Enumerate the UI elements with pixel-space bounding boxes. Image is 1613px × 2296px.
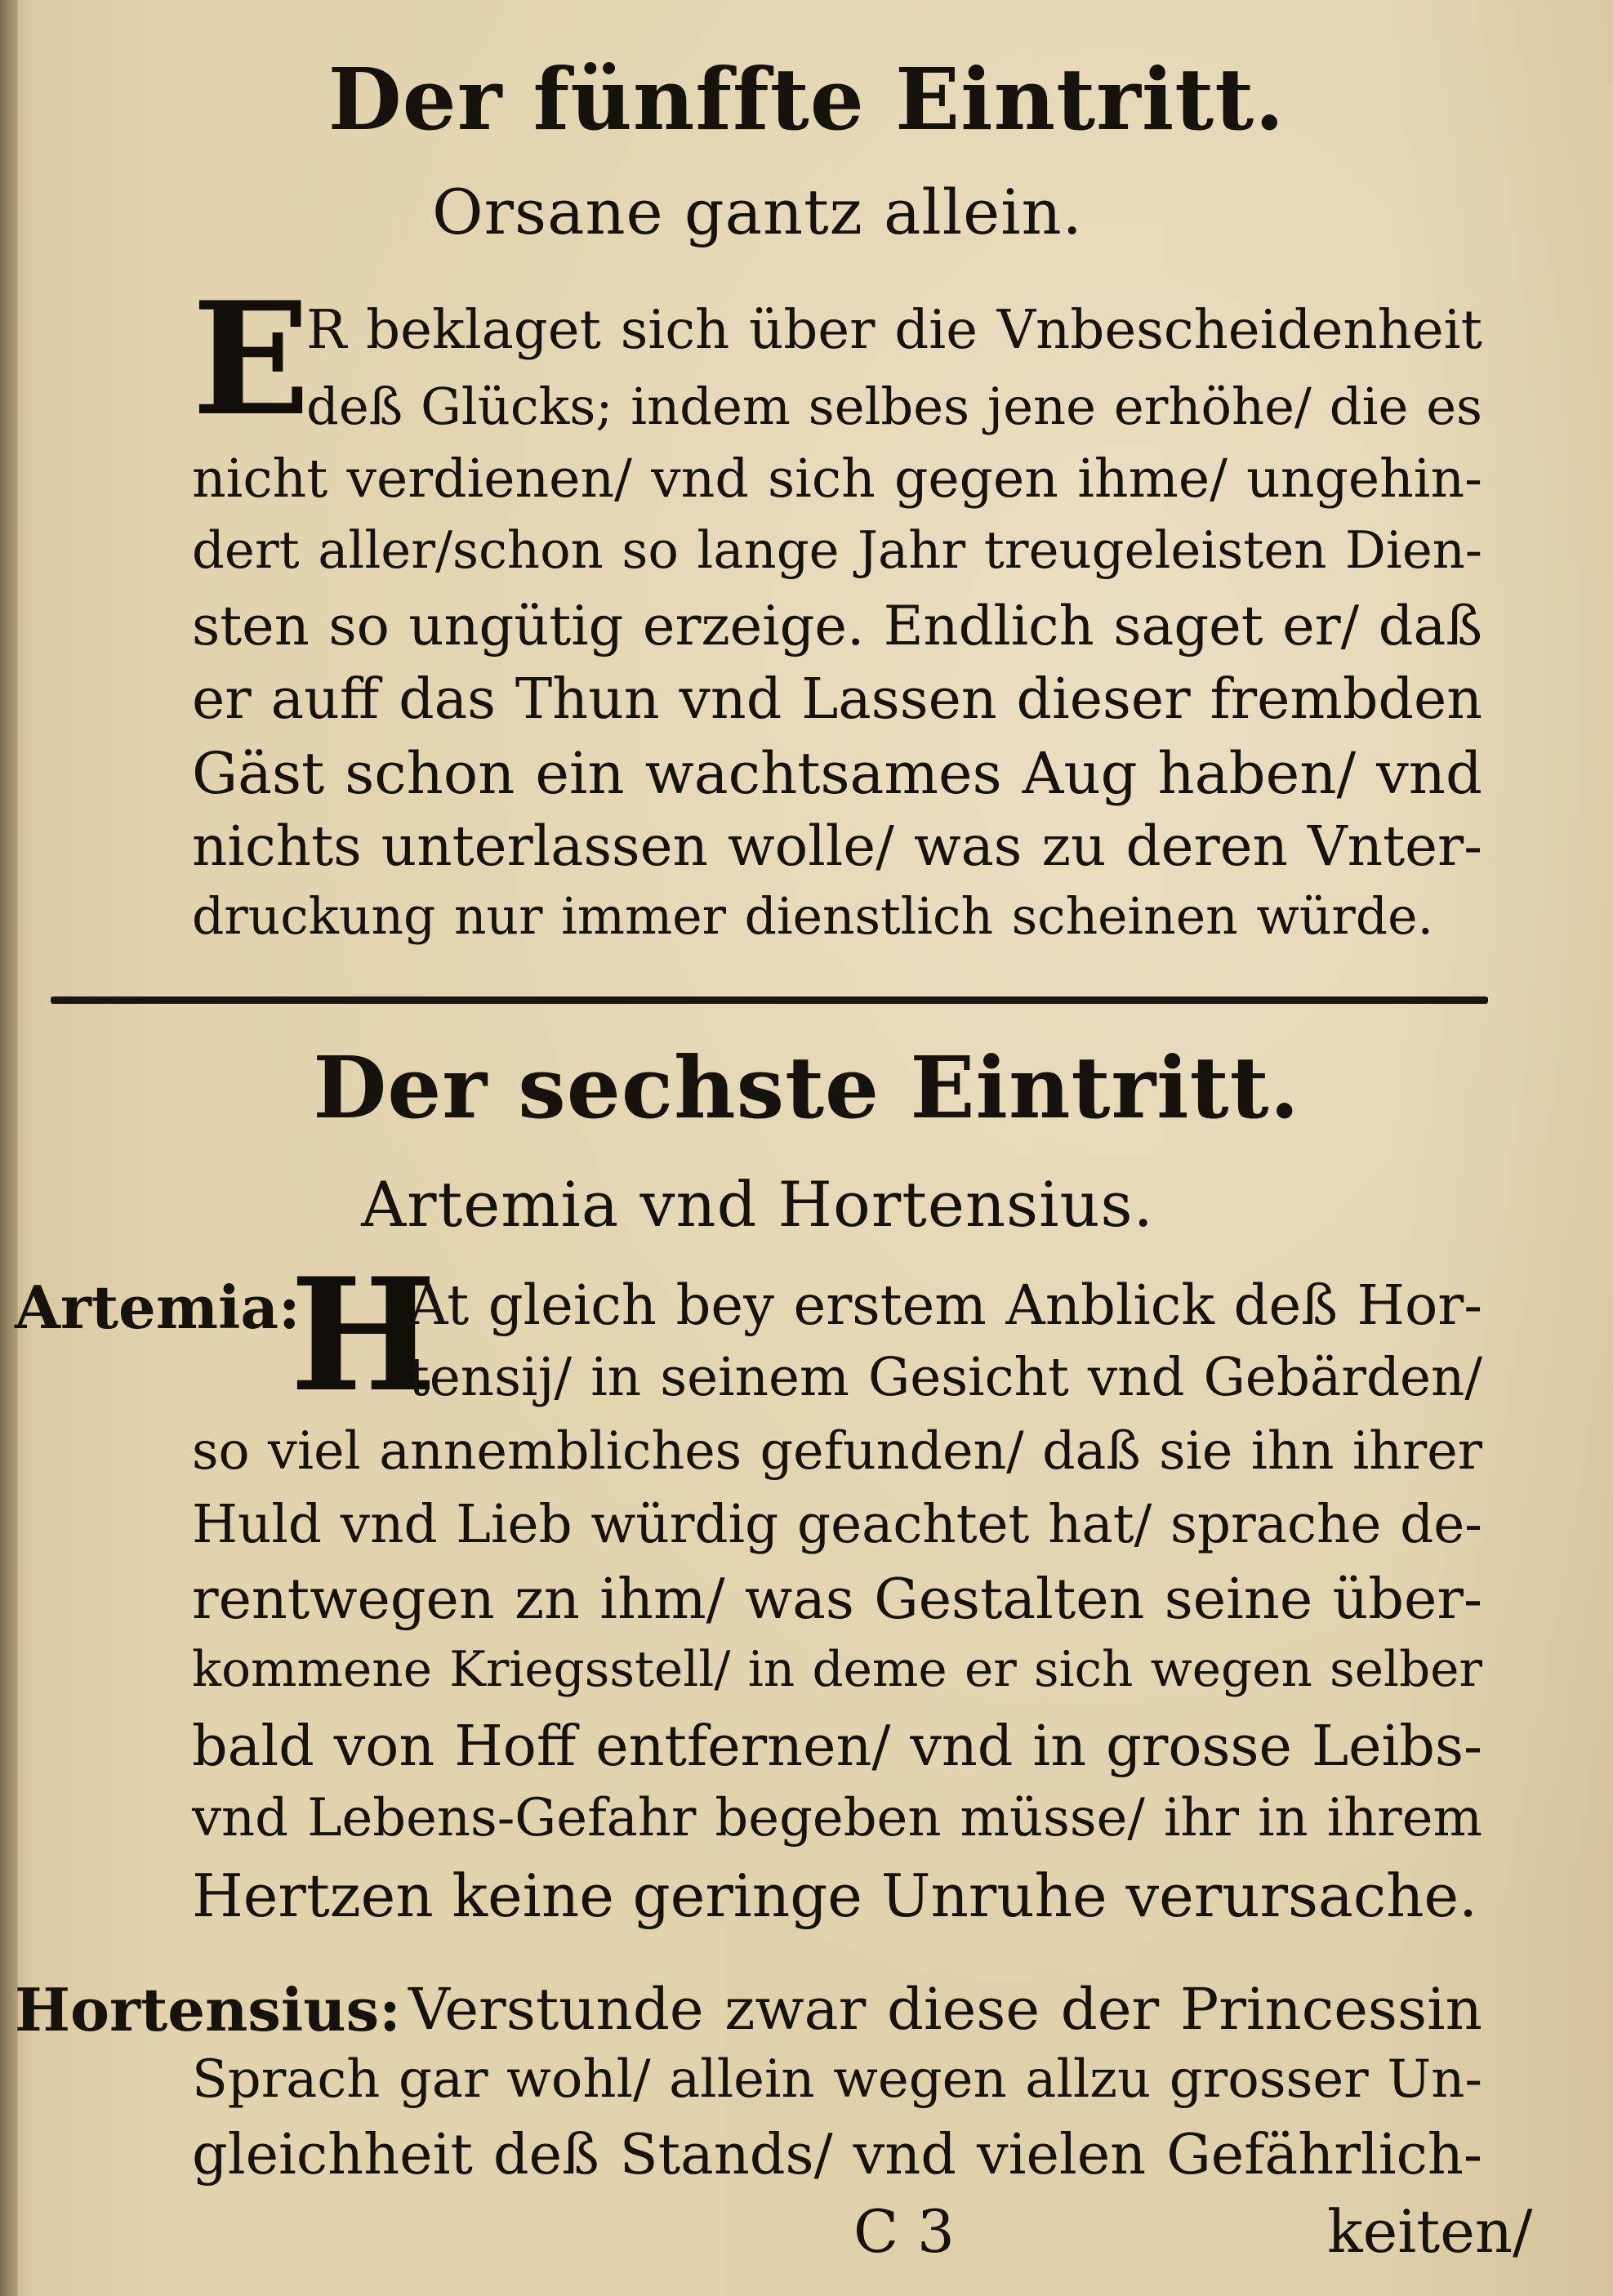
hortensius-line-1: Verstunde zwar diese der Princessin [408,1976,1482,2043]
section-6-heading: Der sechste Eintritt. [313,1037,1300,1138]
signature-mark: C 3 [853,2197,955,2266]
section-5-line-4: dert aller/schon so lange Jahr treugeleisten Dien- [192,520,1482,580]
hortensius-line-3: gleichheit deß Stands/ vnd vielen Gefährlich- [192,2123,1482,2187]
section-5-line-2: deß Glücks; indem selbes jene erhöhe/ die es [306,377,1482,436]
artemia-line-4: Huld vnd Lieb würdig geachtet hat/ sprache de- [192,1494,1482,1555]
section-5-line-8: nichts unterlassen wolle/ was zu deren Vnter- [192,814,1482,878]
section-6-subheading: Artemia vnd Hortensius. [361,1168,1154,1241]
artemia-line-1: At gleich bey erstem Anblick deß Hor- [408,1273,1482,1337]
section-5-line-1: R beklaget sich über die Vnbescheidenheit [306,299,1482,361]
speaker-artemia: Artemia: [15,1273,301,1342]
hortensius-line-2: Sprach gar wohl/ allein wegen allzu grosser Un- [192,2049,1482,2110]
artemia-line-3: so viel annembliches gefunden/ daß sie ihn ihrer [192,1420,1482,1481]
section-5-subheading: Orsane gantz allein. [432,176,1083,248]
book-spine [0,0,18,2296]
artemia-line-6: kommene Kriegsstell/ in deme er sich wegen selber [192,1642,1482,1698]
section-5-line-3: nicht verdienen/ vnd sich gegen ihme/ ungehin- [192,448,1482,510]
section-5-line-5: sten so ungütig erzeige. Endlich saget er/ daß [192,594,1482,658]
section-5-dropcap: E [192,268,310,450]
artemia-line-7: bald von Hoff entfernen/ vnd in grosse Leibs- [192,1714,1482,1779]
section-5-heading: Der fünffte Eintritt. [328,49,1285,149]
artemia-line-8: vnd Lebens-Gefahr begeben müsse/ ihr in ihrem [192,1788,1482,1848]
section-5-line-7: Gäst schon ein wachtsames Aug haben/ vnd [192,740,1482,807]
section-5-line-9: druckung nur immer dienstlich scheinen würde. [192,888,1433,946]
section-divider-rule [51,996,1488,1004]
section-5-line-6: er auff das Thun vnd Lassen dieser frembden [192,667,1482,732]
artemia-line-2: tensij/ in seinem Gesicht vnd Gebärden/ [408,1347,1482,1408]
speaker-hortensius: Hortensius: [15,1975,401,2044]
artemia-line-9: Hertzen keine geringe Unruhe verursache. [192,1861,1478,1930]
section-6-dropcap: H [290,1244,437,1426]
catchword: keiten/ [1327,2197,1533,2266]
artemia-line-5: rentwegen zn ihm/ was Gestalten seine über- [192,1567,1482,1632]
